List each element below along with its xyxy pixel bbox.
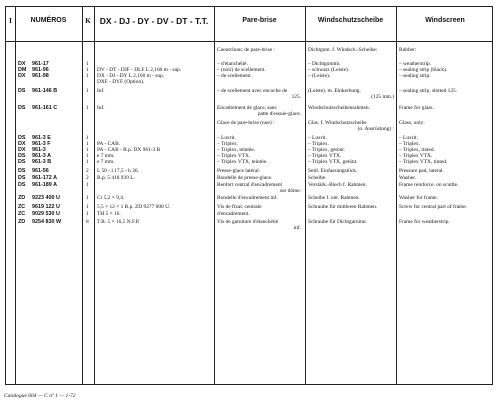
cell-model: R.p. 5 418 939 L. — [97, 175, 135, 181]
cell-de: – Triplex VTX, getönt. — [308, 159, 358, 165]
header-german: Windschutzscheibe — [317, 17, 384, 24]
header-english: Windscreen — [425, 17, 465, 24]
cell-de: (Leiste). m. Einkerbung. (125 mm.) — [308, 88, 394, 100]
cell-pre: DS — [18, 168, 26, 174]
cell-model: DX - DJ - DY L 2,160 m - sup. — [97, 73, 165, 79]
cell-num: 961-3 F — [32, 141, 51, 147]
cell-model: PA - CAB - R.p. DX 961-3 B — [97, 147, 161, 153]
cell-fr: Encadrement de glace, sans patte d'essuie-glace. — [217, 105, 301, 117]
cell-k: 1 — [86, 105, 89, 111]
cell-de: – Dichtgummi. — [308, 61, 341, 67]
col-divider — [82, 7, 83, 384]
cell-de: – Luxrit. — [308, 135, 327, 141]
header-models: DX - DJ - DY - DV - DT - T.T. — [99, 16, 209, 26]
cell-en: Frame for glass. — [399, 105, 434, 111]
catalogue-footer: Catalogue 604 — C nº 1 — 1-72 — [4, 393, 76, 399]
cell-fr: – Triplex. — [217, 141, 238, 147]
cell-model: T.R. 5 × 16,5 N.F.P. — [97, 219, 140, 225]
cell-en: Screw for central part of frame. — [399, 204, 467, 210]
col-divider — [94, 7, 95, 384]
header-french: Pare-brise — [242, 17, 277, 24]
cell-model: L 50 - l 17,5 - h 36. — [97, 168, 139, 174]
cell-model: TH 5 × 16. — [97, 211, 121, 217]
cell-en: Frame for weatherstrip. — [399, 219, 450, 225]
cell-num: 961-172 A — [32, 175, 57, 181]
cell-k: 1 — [86, 147, 89, 153]
cell-en: Washer for frame. — [399, 195, 438, 201]
cell-de: – Triplex. — [308, 141, 329, 147]
cell-num: 961-98 — [32, 73, 49, 79]
col-divider — [396, 7, 397, 384]
cell-pre: DS — [18, 105, 26, 111]
cell-en: Washer. — [399, 175, 417, 181]
cell-de: – Triplex VTX. — [308, 153, 342, 159]
cell-num: 961-3 A — [32, 153, 51, 159]
cell-pre: DX — [18, 61, 26, 67]
cell-de: Scheibe. — [308, 175, 327, 181]
cell-num: 9619 122 U — [32, 204, 60, 210]
cell-k: 1 — [86, 211, 89, 217]
cell-fr: – (noir) de scellement. — [217, 67, 266, 73]
cell-num: 961-56 — [32, 168, 49, 174]
cell-fr: – de scellement avec encoche de 125. — [217, 88, 301, 100]
header-numeros: NUMÉROS — [30, 17, 67, 24]
cell-k: 1 — [86, 204, 89, 210]
col-divider — [15, 7, 16, 384]
header-index: I — [9, 17, 12, 25]
cell-pre: DM — [18, 67, 27, 73]
cell-num: 9223 400 U — [32, 195, 60, 201]
cell-model: Inf. — [97, 105, 105, 111]
cell-k: 8 — [86, 219, 89, 225]
cell-de: – Triplex, getönt. — [308, 147, 346, 153]
cell-de: Glas. f. Windschutzscheibe (o. Ausrüstung) : — [308, 120, 394, 132]
cell-fr: Glace de pare-brise (nue) : — [217, 120, 275, 126]
cell-num: 961-3 B — [32, 159, 52, 165]
cell-pre: ZD — [18, 219, 26, 225]
cell-fr: – Triplex, teintée. — [217, 147, 256, 153]
cell-pre: ZC — [18, 211, 26, 217]
cell-pre: DS — [18, 175, 26, 181]
cell-k: 2 — [86, 168, 89, 174]
cell-en: – Triplex, tinted. — [399, 147, 435, 153]
cell-k: 1 — [86, 135, 89, 141]
cell-de: Schraube für mittleren Rahmen. — [308, 204, 378, 210]
cell-fr: – Triplex VTX. — [217, 153, 251, 159]
cell-num: 9254 830 W — [32, 219, 62, 225]
cell-pre: DS — [18, 88, 26, 94]
cell-pre: DS — [18, 159, 26, 165]
cell-fr: Rondelle de presse-glace. — [217, 175, 273, 181]
cell-num: 961-96 — [32, 67, 49, 73]
cell-en: – Triplex VTX. — [399, 153, 433, 159]
cell-fr: d'encadrement. — [217, 211, 250, 217]
cell-model: DXF - DYF (Option). — [97, 79, 145, 85]
cell-k: 1 — [86, 182, 89, 188]
cell-fr: Rondelle d'encadrement inf. — [217, 195, 278, 201]
cell-pre: DS — [18, 153, 26, 159]
cell-model: Cr 5,2 × 9,4. — [97, 195, 125, 201]
cell-pre: ZD — [18, 195, 26, 201]
cell-model: DV - DT - DJF - DLF L 2,160 m - sup. — [97, 67, 182, 73]
cell-pre: DX — [18, 147, 26, 153]
col-divider — [214, 7, 215, 384]
cell-model: e 7 mm. — [97, 153, 115, 159]
cell-en: – sealing strip. — [399, 73, 431, 79]
cell-k: 1 — [86, 153, 89, 159]
cell-model: 5,5 × 12 × 1 R.p. ZD 9277 000 U. — [97, 204, 171, 210]
cell-en: – Luxrit. — [399, 135, 418, 141]
cell-en: – sealing strip (black). — [399, 67, 448, 73]
cell-fr: – de scellement. — [217, 73, 252, 79]
cell-model: Inf. — [97, 88, 105, 94]
cell-num: 961-3 — [32, 147, 46, 153]
cell-en: Glass, only: — [399, 120, 425, 126]
cell-en: Rubber: — [399, 47, 417, 53]
cell-de: Windschutzscheibenrahmen. — [308, 105, 370, 111]
cell-k: 1 — [86, 61, 89, 67]
cell-pre: DX — [18, 73, 26, 79]
cell-de: Seitl. Einfassungstück. — [308, 168, 358, 174]
cell-k: 1 — [86, 159, 89, 165]
cell-fr: Caoutchouc de pare-brise : — [217, 47, 275, 53]
cell-model: PA - CAB. — [97, 141, 121, 147]
cell-de: Dichtgum. f. Windsch.-Scheibe: — [308, 47, 378, 53]
cell-de: Verstärk.-Blech f. Rahmen. — [308, 182, 367, 188]
cell-pre: DS — [18, 135, 26, 141]
cell-pre: DX — [18, 141, 26, 147]
cell-model: e 7 mm. — [97, 159, 115, 165]
cell-en: – Triplex. — [399, 141, 420, 147]
cell-de: Schraube für Dichtgarnitur. — [308, 219, 368, 225]
cell-en: Frame reinforce. on scuttle. — [399, 182, 459, 188]
cell-k: 1 — [86, 195, 89, 201]
cell-num: 961-161 C — [32, 105, 58, 111]
header-divider — [6, 41, 492, 42]
cell-k: 1 — [86, 141, 89, 147]
cell-fr: Renfort central d'encadrement sur dôme. — [217, 182, 301, 194]
cell-en: Pressure pad, lateral. — [399, 168, 444, 174]
cell-k: 1 — [86, 67, 89, 73]
cell-pre: DS — [18, 182, 26, 188]
cell-k: 1 — [86, 73, 89, 79]
cell-num: 961-146 B — [32, 88, 58, 94]
cell-fr: Presse-glace latéral. — [217, 168, 261, 174]
cell-de: – (Leiste). — [308, 73, 331, 79]
cell-fr: – Triplex VTX, teintée. — [217, 159, 268, 165]
cell-en: – Triplex VTX, tinted. — [399, 159, 448, 165]
cell-num: 961-189 A — [32, 182, 57, 188]
cell-fr: – Luxrit. — [217, 135, 236, 141]
cell-num: 961-3 E — [32, 135, 51, 141]
cell-num: 9029 530 U — [32, 211, 60, 217]
cell-de: – schwarz (Leiste). — [308, 67, 350, 73]
cell-fr: Vis de fixat. centrale — [217, 204, 262, 210]
cell-k: 1 — [86, 88, 89, 94]
cell-num: 961-17 — [32, 61, 49, 67]
col-divider — [305, 7, 306, 384]
cell-en: – weatherstrip. — [399, 61, 432, 67]
cell-en: – sealing strip, slotted 125. — [399, 88, 458, 94]
parts-catalogue-table — [5, 6, 493, 385]
cell-pre: ZC — [18, 204, 26, 210]
cell-fr: Vis de garniture d'étanchéité inf. — [217, 219, 301, 231]
cell-de: Scheibe f. unt. Rahmen. — [308, 195, 360, 201]
cell-k: 2 — [86, 175, 89, 181]
header-quantity: K — [85, 17, 91, 25]
cell-fr: – d'étanchéité. — [217, 61, 248, 67]
